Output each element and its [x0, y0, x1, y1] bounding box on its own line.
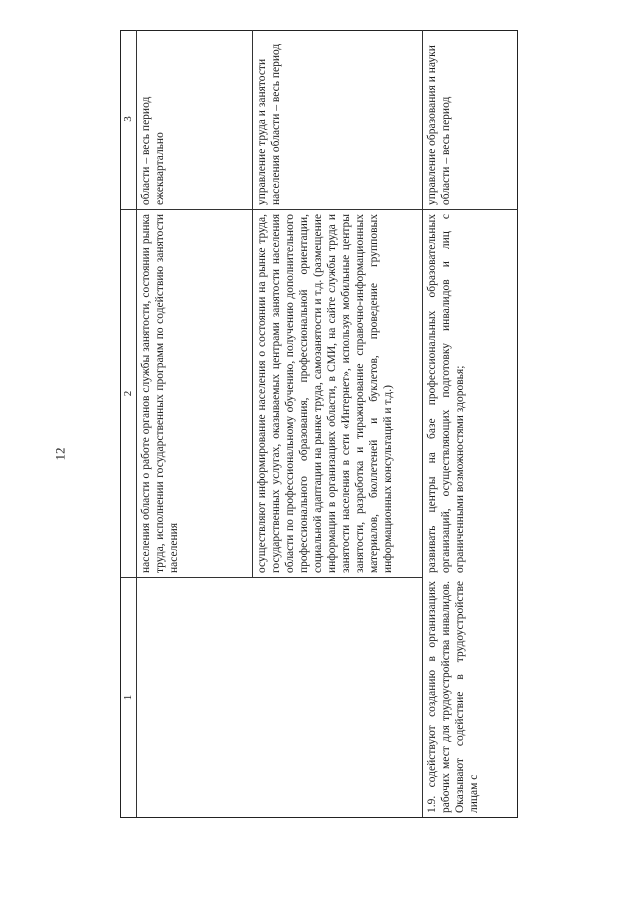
document-table: [120, 30, 518, 818]
table-cell-col1-row3: 1.9. содействуют созданию в организациях рабочих мест для трудоустройства инвалидов. Оказывают содействие в трудоустройстве лицам с: [426, 581, 480, 813]
table-cell-col1-continuation: [137, 577, 423, 817]
table-cell-col3-row3: управление образования и науки области – весь период: [423, 30, 518, 209]
table-cell-col2-row2: осуществляют информирование населения о состоянии на рынке труда, государственных услугах, оказываемых центрами занятости населения области по профессиональному обучению, получению дополнительного профессионального образования, профессиональной ориентации, социальной адаптации на рынке труда, самозанятости и т.д. (размещение информации в организациях области, в СМИ, на сайте службы труда и занятости населения в сети «Интернет», используя мобильные центры занятости, разработка и тиражирование справочно-информационных материалов, бюллетеней и буклетов, проведение групповых информационных консультаций и т.д.): [253, 209, 423, 577]
page-number: 12: [52, 447, 68, 461]
table-cell-col2-row3: развивать центры на базе профессиональных образовательных организаций, осуществляющих подготовку инвалидов и лиц с ограниченными возможностями здоровья;: [423, 209, 518, 577]
table-frame: [120, 30, 518, 818]
column-header-3: 3: [121, 30, 137, 209]
table-cell-col3-row1: области – весь период ежеквартально: [137, 30, 253, 209]
table-cell-col2-row1: населения области о работе органов службы занятости, состоянии рынка труда, исполнении государственных программ по содействию занятости населения: [137, 209, 253, 577]
column-header-2: 2: [121, 209, 137, 577]
column-header-1: 1: [121, 577, 137, 817]
table-cell-col3-row2: управление труда и занятости населения области – весь период: [253, 30, 423, 209]
